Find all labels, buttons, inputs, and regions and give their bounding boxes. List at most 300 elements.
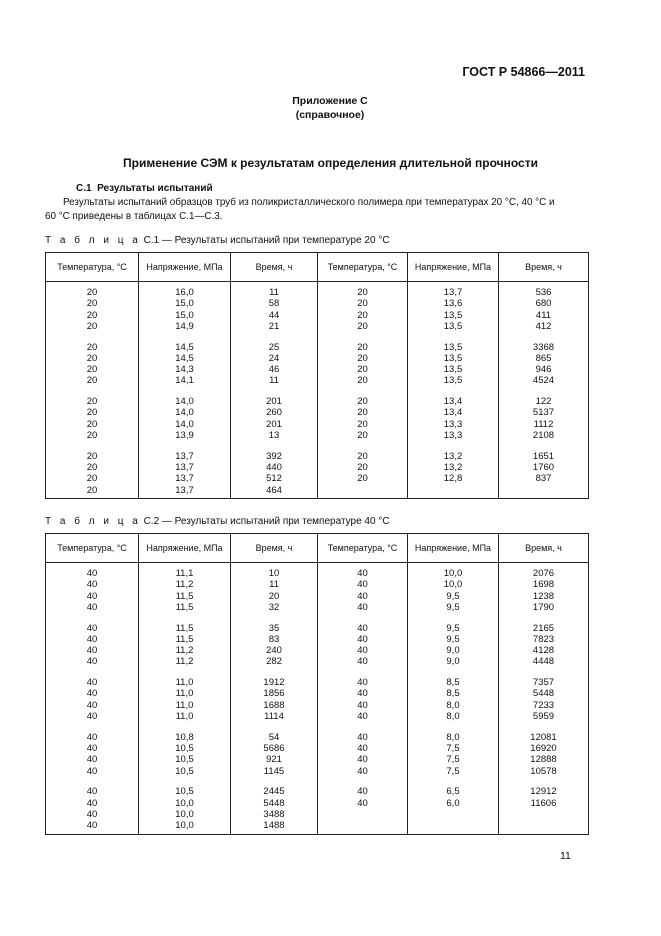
table-cell: 20 (46, 342, 139, 353)
table-cell: 40 (318, 602, 408, 613)
table-cell: 20 (318, 430, 408, 441)
table-cell: 1856 (231, 688, 318, 699)
table-cell: 16920 (499, 743, 589, 754)
table-cell: 21 (231, 321, 318, 332)
table-cell: 12081 (499, 732, 589, 743)
table-cell: 40 (318, 656, 408, 667)
table-cell: 20 (46, 353, 139, 364)
table-cell: 10,5 (139, 743, 231, 754)
table1-caption-text: С.1 — Результаты испытаний при температуре 20 °С (143, 235, 390, 246)
table-cell: 4128 (499, 645, 589, 656)
table-cell: 11,1 (139, 568, 231, 579)
table-cell (318, 441, 408, 450)
table-row (46, 820, 589, 831)
table-cell: 1145 (231, 766, 318, 777)
table-cell: 40 (46, 820, 139, 831)
table-cell (231, 441, 318, 450)
table-cell: 11,5 (139, 634, 231, 645)
table-cell (46, 668, 139, 677)
table-cell: 20 (318, 353, 408, 364)
table-cell (139, 668, 231, 677)
table-cell: 11,2 (139, 645, 231, 656)
table-cell: 9,0 (408, 645, 499, 656)
column-header: Время, ч (231, 534, 318, 563)
table-cell: 11606 (499, 798, 589, 809)
table-cell (499, 722, 589, 731)
table-row (46, 623, 589, 634)
table-spacer-row (46, 613, 589, 622)
table-cell (318, 613, 408, 622)
table-cell (408, 485, 499, 496)
paragraph-line: 60 °С приведены в таблицах С.1—С.3. (45, 211, 223, 222)
table-cell (318, 387, 408, 396)
table-cell: 8,0 (408, 700, 499, 711)
table-cell: 4524 (499, 375, 589, 386)
standard-number: ГОСТ Р 54866—2011 (462, 65, 585, 79)
table-cell: 20 (231, 591, 318, 602)
table-cell (499, 832, 589, 835)
column-header: Температура, °С (318, 534, 408, 563)
table-row (46, 700, 589, 711)
table-row (46, 462, 589, 473)
table-cell: 10,0 (139, 820, 231, 831)
table-cell (139, 777, 231, 786)
table-cell: 35 (231, 623, 318, 634)
table-cell: 2445 (231, 786, 318, 797)
table-cell: 40 (318, 754, 408, 765)
table-spacer-row (46, 832, 589, 835)
table-cell: 282 (231, 656, 318, 667)
table-cell: 15,0 (139, 298, 231, 309)
table-cell (408, 332, 499, 341)
table-cell: 40 (318, 688, 408, 699)
table-cell (231, 613, 318, 622)
table-cell: 20 (318, 462, 408, 473)
table-cell (46, 613, 139, 622)
table-cell: 20 (46, 364, 139, 375)
table-row (46, 743, 589, 754)
column-header: Напряжение, МПа (139, 253, 231, 282)
table-cell (499, 820, 589, 831)
table-cell (499, 496, 589, 499)
table-row (46, 688, 589, 699)
table-cell: 411 (499, 310, 589, 321)
appendix-heading (180, 94, 480, 122)
column-header: Напряжение, МПа (408, 253, 499, 282)
table-cell: 40 (318, 743, 408, 754)
table-row (46, 287, 589, 298)
table-cell: 16,0 (139, 287, 231, 298)
table-cell (408, 777, 499, 786)
table-cell: 13,7 (139, 451, 231, 462)
table-spacer-row (46, 722, 589, 731)
table-cell (499, 613, 589, 622)
table-cell (408, 820, 499, 831)
table-cell: 40 (318, 700, 408, 711)
table-cell (139, 832, 231, 835)
table-cell: 11 (231, 375, 318, 386)
table-cell: 13,3 (408, 430, 499, 441)
table-cell: 536 (499, 287, 589, 298)
table-cell: 40 (318, 579, 408, 590)
table-cell: 11,0 (139, 700, 231, 711)
table-row (46, 711, 589, 722)
table-cell: 11,0 (139, 677, 231, 688)
table-cell: 40 (46, 568, 139, 579)
table-cell (139, 387, 231, 396)
table-cell: 5686 (231, 743, 318, 754)
table-cell: 13,5 (408, 321, 499, 332)
table-cell (139, 722, 231, 731)
table-cell: 24 (231, 353, 318, 364)
table-row (46, 754, 589, 765)
table-row (46, 809, 589, 820)
table-cell: 40 (318, 711, 408, 722)
table-cell: 40 (318, 634, 408, 645)
table-spacer-row (46, 387, 589, 396)
table-row (46, 298, 589, 309)
table-row (46, 451, 589, 462)
table-cell: 20 (46, 310, 139, 321)
table-row (46, 591, 589, 602)
table-cell (318, 496, 408, 499)
table-cell: 10,0 (408, 579, 499, 590)
table-cell: 946 (499, 364, 589, 375)
table-cell: 837 (499, 473, 589, 484)
table-row (46, 407, 589, 418)
table-cell: 1698 (499, 579, 589, 590)
table-cell (318, 668, 408, 677)
table1-caption-prefix: Т а б л и ц а (45, 235, 141, 246)
column-header: Температура, °С (318, 253, 408, 282)
table-spacer-row (46, 496, 589, 499)
table-cell: 2076 (499, 568, 589, 579)
table-cell (408, 722, 499, 731)
table-cell: 3368 (499, 342, 589, 353)
table-cell: 13 (231, 430, 318, 441)
table-cell (231, 387, 318, 396)
table-cell: 32 (231, 602, 318, 613)
table-cell: 680 (499, 298, 589, 309)
table-cell (499, 777, 589, 786)
table-cell: 8,0 (408, 732, 499, 743)
table-cell (318, 332, 408, 341)
table-cell: 11,2 (139, 656, 231, 667)
table-cell: 13,3 (408, 419, 499, 430)
table-cell: 40 (46, 766, 139, 777)
table-cell: 7233 (499, 700, 589, 711)
table1 (45, 252, 589, 499)
table-cell: 464 (231, 485, 318, 496)
paragraph-line: Результаты испытаний образцов труб из поликристаллического полимера при температурах 20 °С, 40 °С и (63, 197, 555, 208)
table-cell: 201 (231, 419, 318, 430)
table-row (46, 364, 589, 375)
table-cell: 40 (318, 568, 408, 579)
table-cell: 20 (318, 321, 408, 332)
table-cell: 40 (318, 732, 408, 743)
table-cell: 40 (46, 623, 139, 634)
column-header: Время, ч (499, 534, 589, 563)
table-spacer-row (46, 777, 589, 786)
table-cell (499, 332, 589, 341)
table-cell: 921 (231, 754, 318, 765)
table-cell: 13,7 (139, 473, 231, 484)
table-spacer-row (46, 441, 589, 450)
table-cell: 20 (46, 462, 139, 473)
table-cell: 20 (46, 430, 139, 441)
table-cell: 10,8 (139, 732, 231, 743)
table-cell: 20 (318, 375, 408, 386)
table-cell: 2108 (499, 430, 589, 441)
table-cell: 40 (46, 579, 139, 590)
table-cell: 11,2 (139, 579, 231, 590)
table-cell: 40 (318, 766, 408, 777)
table-cell: 40 (46, 809, 139, 820)
table-cell: 13,2 (408, 451, 499, 462)
table-row (46, 677, 589, 688)
table-cell: 12,8 (408, 473, 499, 484)
table-row (46, 485, 589, 496)
table-cell: 13,5 (408, 375, 499, 386)
section-heading (76, 183, 213, 194)
table-cell: 20 (318, 473, 408, 484)
table2-caption (45, 516, 390, 527)
table-cell: 46 (231, 364, 318, 375)
page-number: 11 (560, 850, 571, 862)
appendix-type: (справочное) (295, 109, 365, 121)
table-cell: 865 (499, 353, 589, 364)
table-row (46, 321, 589, 332)
table-cell: 40 (318, 798, 408, 809)
table-row (46, 396, 589, 407)
table-cell: 11,5 (139, 602, 231, 613)
table-cell (46, 387, 139, 396)
table-cell: 5448 (231, 798, 318, 809)
table-cell: 40 (46, 754, 139, 765)
table-cell: 20 (46, 396, 139, 407)
table-cell: 14,9 (139, 321, 231, 332)
table-cell: 122 (499, 396, 589, 407)
table-cell: 13,9 (139, 430, 231, 441)
table-cell: 1651 (499, 451, 589, 462)
table-cell (318, 485, 408, 496)
table-cell (231, 777, 318, 786)
table-cell: 40 (318, 591, 408, 602)
table-cell: 7,5 (408, 754, 499, 765)
table-cell: 11,0 (139, 688, 231, 699)
table-cell: 1790 (499, 602, 589, 613)
table-cell: 14,0 (139, 396, 231, 407)
table-row (46, 375, 589, 386)
table-spacer-row (46, 668, 589, 677)
table-cell: 20 (46, 407, 139, 418)
table-cell: 7357 (499, 677, 589, 688)
table-cell: 412 (499, 321, 589, 332)
table-cell: 5448 (499, 688, 589, 699)
table-cell: 40 (46, 602, 139, 613)
table-cell: 3488 (231, 809, 318, 820)
table-cell: 10,5 (139, 754, 231, 765)
table-cell (408, 832, 499, 835)
table-cell: 11 (231, 287, 318, 298)
table-cell: 40 (46, 688, 139, 699)
table-cell: 13,5 (408, 342, 499, 353)
table-cell: 12888 (499, 754, 589, 765)
table-cell: 8,5 (408, 688, 499, 699)
table-cell: 12912 (499, 786, 589, 797)
table-cell: 13,4 (408, 407, 499, 418)
table-cell: 11,5 (139, 591, 231, 602)
table-row (46, 419, 589, 430)
table-cell (318, 832, 408, 835)
column-header: Напряжение, МПа (139, 534, 231, 563)
table-cell: 40 (46, 798, 139, 809)
table-cell: 11,0 (139, 711, 231, 722)
table-cell: 1760 (499, 462, 589, 473)
section-number: С.1 (76, 183, 92, 194)
table-cell: 260 (231, 407, 318, 418)
table-cell: 11 (231, 579, 318, 590)
table-cell: 13,6 (408, 298, 499, 309)
table-cell (408, 668, 499, 677)
table-cell: 10,0 (139, 809, 231, 820)
page-title: Применение СЭМ к результатам определения длительной прочности (123, 156, 538, 170)
table-row (46, 353, 589, 364)
table-cell (139, 613, 231, 622)
table-cell: 392 (231, 451, 318, 462)
table-cell (231, 668, 318, 677)
table-cell: 13,7 (139, 485, 231, 496)
table-cell: 9,5 (408, 623, 499, 634)
table-cell: 20 (46, 473, 139, 484)
table-cell: 8,5 (408, 677, 499, 688)
table-cell: 20 (46, 298, 139, 309)
table-cell: 20 (46, 485, 139, 496)
table-cell: 40 (46, 711, 139, 722)
column-header: Время, ч (231, 253, 318, 282)
table-cell: 10,0 (139, 798, 231, 809)
table-cell (318, 722, 408, 731)
table-spacer-row (46, 332, 589, 341)
table-cell: 40 (318, 786, 408, 797)
table-cell: 13,2 (408, 462, 499, 473)
table-row (46, 656, 589, 667)
table-cell (408, 496, 499, 499)
table-cell: 10,0 (408, 568, 499, 579)
table-row (46, 342, 589, 353)
table-row (46, 732, 589, 743)
table-cell: 20 (318, 451, 408, 462)
table-cell: 40 (46, 656, 139, 667)
table-cell: 6,0 (408, 798, 499, 809)
table-cell: 1238 (499, 591, 589, 602)
table-cell: 40 (46, 634, 139, 645)
table-cell: 10578 (499, 766, 589, 777)
table-cell: 10,5 (139, 766, 231, 777)
table-cell (499, 809, 589, 820)
table-cell: 9,0 (408, 656, 499, 667)
table-cell: 44 (231, 310, 318, 321)
table-cell (499, 485, 589, 496)
table-cell: 20 (46, 375, 139, 386)
table-cell: 40 (46, 645, 139, 656)
table-cell: 20 (46, 321, 139, 332)
table-cell (139, 441, 231, 450)
table2 (45, 533, 589, 835)
table-cell: 1688 (231, 700, 318, 711)
table-row (46, 602, 589, 613)
table-cell: 14,1 (139, 375, 231, 386)
table-cell: 20 (318, 287, 408, 298)
table-cell: 20 (318, 407, 408, 418)
section-title: Результаты испытаний (97, 183, 213, 194)
table-cell: 25 (231, 342, 318, 353)
table-cell (46, 441, 139, 450)
table-cell (499, 441, 589, 450)
table-cell: 201 (231, 396, 318, 407)
appendix-title: Приложение С (292, 95, 368, 107)
table-row (46, 579, 589, 590)
table-cell: 40 (318, 623, 408, 634)
table-cell: 40 (46, 591, 139, 602)
table-cell (46, 832, 139, 835)
table-cell: 7823 (499, 634, 589, 645)
table-cell: 83 (231, 634, 318, 645)
table-cell: 13,5 (408, 310, 499, 321)
table-cell: 40 (46, 786, 139, 797)
table-cell: 5137 (499, 407, 589, 418)
table-cell: 20 (318, 419, 408, 430)
table2-caption-prefix: Т а б л и ц а (45, 516, 141, 527)
table-cell: 20 (318, 342, 408, 353)
table-cell: 9,5 (408, 602, 499, 613)
table-cell: 8,0 (408, 711, 499, 722)
table-row (46, 766, 589, 777)
table-cell: 512 (231, 473, 318, 484)
table-cell: 13,4 (408, 396, 499, 407)
table-cell: 13,5 (408, 353, 499, 364)
table-cell: 1912 (231, 677, 318, 688)
table-cell (139, 496, 231, 499)
table-row (46, 473, 589, 484)
table-cell: 10,5 (139, 786, 231, 797)
column-header: Напряжение, МПа (408, 534, 499, 563)
column-header: Температура, °С (46, 534, 139, 563)
table-cell: 13,7 (139, 462, 231, 473)
table-cell: 14,0 (139, 407, 231, 418)
table-cell (46, 496, 139, 499)
table-cell: 40 (318, 677, 408, 688)
table-cell (46, 777, 139, 786)
table-cell: 1488 (231, 820, 318, 831)
table-cell: 20 (318, 310, 408, 321)
table1-caption (45, 235, 390, 246)
table-cell: 2165 (499, 623, 589, 634)
table-cell: 13,5 (408, 364, 499, 375)
table-cell (318, 809, 408, 820)
table-cell (231, 496, 318, 499)
table-cell: 20 (318, 396, 408, 407)
table-cell (408, 613, 499, 622)
column-header: Время, ч (499, 253, 589, 282)
table-cell: 20 (46, 451, 139, 462)
table-cell: 20 (318, 364, 408, 375)
table-header-row (46, 253, 589, 282)
table-cell: 15,0 (139, 310, 231, 321)
intro-paragraph (45, 196, 590, 224)
table-cell (231, 722, 318, 731)
table-cell: 7,5 (408, 743, 499, 754)
